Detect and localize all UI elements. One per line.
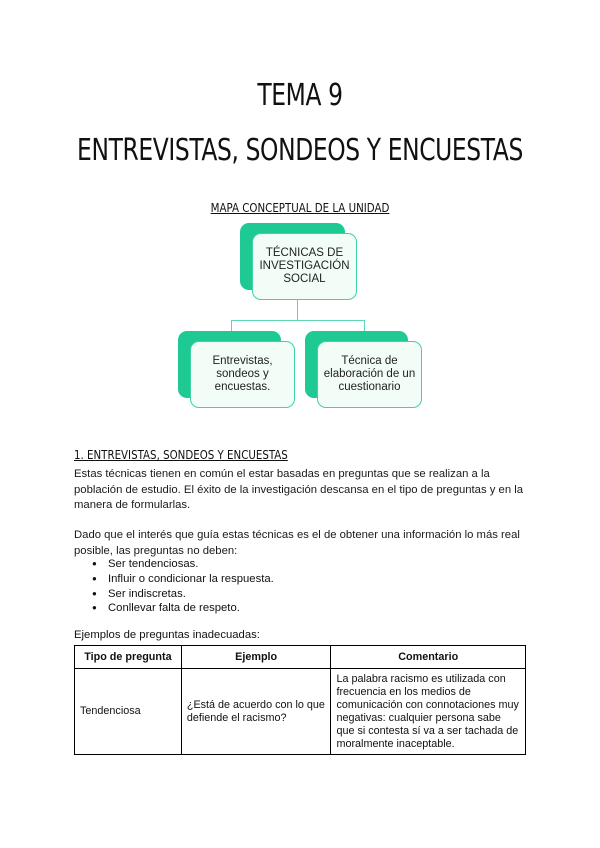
inadequate-questions-table [74,645,526,755]
root-node-line: SOCIAL [283,273,326,285]
table-header-row [75,646,526,669]
child-node-line: cuestionario [338,381,401,393]
bullet-list [92,557,274,616]
connector-horizontal [231,320,365,321]
child-node-interviews [190,341,295,408]
column-header-type: Tipo de pregunta [75,646,182,669]
column-header-example: Ejemplo [181,646,331,669]
cell-question-type: Tendenciosa [75,669,182,755]
child-node-questionnaire [317,341,422,408]
root-node-line: TÉCNICAS DE [265,247,344,259]
list-item: ● Ser indiscretas. [92,587,274,602]
intro-paragraph: Estas técnicas tienen en común el estar basadas en preguntas que se realizan a la población de estudio. El éxito de la investigación descansa en el tipo de preguntas y en la manera de formularlas. [74,468,524,511]
connector-vertical-root [297,300,298,320]
list-item: ● Conllevar falta de respeto. [92,601,274,616]
child-node-line: Entrevistas, [212,355,273,367]
child-node-line: elaboración de un [323,368,416,380]
section-heading: 1. ENTREVISTAS, SONDEOS Y ENCUESTAS [74,447,288,462]
child-node-line: encuestas. [214,381,271,393]
child-node-line: sondeos y [216,368,269,380]
interest-paragraph: Dado que el interés que guía estas técnicas es el de obtener una información lo más real posible, las preguntas no deben: [74,529,520,557]
child-node-line: Técnica de [341,355,398,367]
root-node [252,233,357,300]
table-row [75,669,526,755]
concept-map-title: MAPA CONCEPTUAL DE LA UNIDAD [210,200,390,215]
topic-main-title: ENTREVISTAS, SONDEOS Y ENCUESTAS [77,133,523,168]
topic-number-title: TEMA 9 [257,78,343,113]
cell-comment: La palabra racismo es utilizada con frecuencia en los medios de comunicación con connotaciones muy negativas: cualquier persona sabe que si contesta sí va a ser tachada de moralmente inaceptable. [331,669,526,755]
examples-label: Ejemplos de preguntas inadecuadas: [74,629,260,641]
cell-example: ¿Está de acuerdo con lo que defiende el racismo? [181,669,331,755]
list-item: ● Influir o condicionar la respuesta. [92,572,274,587]
root-node-line: INVESTIGACIÓN [259,260,350,272]
list-item: ● Ser tendenciosas. [92,557,274,572]
column-header-comment: Comentario [331,646,526,669]
